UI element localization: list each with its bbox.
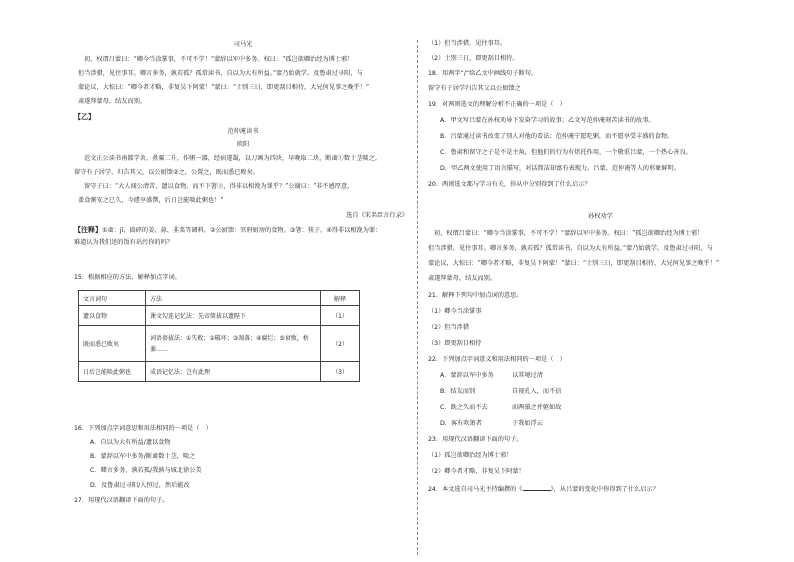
q21-item: （2）但当涉猎 bbox=[428, 324, 470, 331]
answer-blank[interactable]: （1） bbox=[321, 306, 360, 326]
passage-b-line: 范文正公读书南都学舍，煮粟二升，作粥一器，经宿遂凝，以刀画为四块，早晚取二块，断齑①数十茎啖之。 bbox=[84, 155, 381, 162]
q19-option-b[interactable]: B．吕蒙通过读书改变了别人对他的看法；范仲淹宁愿吃粥，而不愿享受丰盛的食物。 bbox=[440, 133, 674, 140]
passage-b-source: 选自《宋名臣言行录》 bbox=[346, 212, 408, 219]
q16-option-b[interactable]: B．蒙辞以军中多务/断齑数十茎，啖之 bbox=[90, 453, 196, 460]
q18-sentence: 留守有子居学归告其父以公厨馈之 bbox=[428, 85, 521, 92]
left-column bbox=[74, 38, 408, 553]
method-table bbox=[78, 290, 360, 382]
table-row bbox=[79, 362, 360, 382]
passage-c-line: 蒙论议，大惊曰：“卿今者才略，非复吴下阿蒙！”蒙曰：“士别三日，即更刮目相待，大兄何见事之晚乎！” bbox=[428, 260, 720, 267]
q16-option-c[interactable]: C．卿言多务，孰若孤/我孰与城北徐公美 bbox=[90, 467, 202, 474]
table-header-cell: 方法 bbox=[146, 291, 321, 306]
passage-c-line: 但当涉猎，见往事耳。卿言多务，孰若孤？孤常读书，自以为大有所益。”蒙乃始就学。及鲁肃过寻阳，与 bbox=[428, 245, 713, 252]
passage-b-title: 范仲淹读书 bbox=[227, 128, 259, 135]
q23-item: （2）卿今者才略，非复吴下阿蒙！ bbox=[428, 468, 525, 475]
table-row bbox=[79, 306, 360, 326]
answer-blank[interactable]: （2） bbox=[321, 326, 360, 362]
passage-b-line: 盖食粥安之已久，今遽享盛馔，后日岂能啖此粥也！” bbox=[78, 197, 224, 204]
passage-c-line: 初，权谓吕蒙曰：“卿今当涂掌事，不可不学！”蒙辞以军中多务。权曰：“孤岂欲卿治经为博士邪！ bbox=[434, 230, 704, 237]
passage-a-line: 初，权谓吕蒙曰：“卿今当涂掌事，不可不学！”蒙辞以军中多务。权曰：“孤岂欲卿治经为博士邪！ bbox=[84, 56, 354, 63]
section-b-label: 【乙】 bbox=[74, 113, 95, 121]
table-cell: 遗以食物 bbox=[79, 306, 146, 326]
q21-item: （3）即更刮目相待 bbox=[428, 340, 482, 347]
question-19: 19．对两则选文的理解分析不正确的一项是（ ） bbox=[428, 101, 566, 108]
right-column bbox=[428, 38, 773, 553]
question-15: 15．根据相应的方法，解释加点字词。 bbox=[74, 274, 181, 281]
table-cell: 日后岂能啖此粥也 bbox=[79, 362, 146, 382]
q16-option-a[interactable]: A．自以为大有所益/遗以食物 bbox=[90, 439, 171, 446]
passage-a-line: 但当涉猎，见往事耳。卿言多务，孰若孤？孤常读书，自以为大有所益。”蒙乃始就学。及鲁肃过寻阳，与 bbox=[78, 70, 363, 77]
q24-answer-blank[interactable] bbox=[523, 484, 551, 491]
q17-item: （1）但当涉猎，见往事耳。 bbox=[428, 40, 507, 47]
column-divider bbox=[417, 40, 418, 555]
question-22: 22．下列加点字词意义和用法相同的一项是（ ） bbox=[428, 356, 566, 363]
table-header-row bbox=[79, 291, 360, 306]
question-21: 21．解释下列句中加点词的意思。 bbox=[428, 292, 523, 299]
question-20: 20．两则选文都与学习有关，你从中分别得到了什么启示？ bbox=[428, 181, 591, 188]
passage-a-line: 蒙论议，大惊曰：“卿今者才略，非复吴下阿蒙！”蒙曰：“士别三日，即更刮目相待，大兄何见事之晚乎！” bbox=[78, 84, 370, 91]
q21-item: （1）卿今当涂掌事 bbox=[428, 308, 482, 315]
passage-a-author: 司马光 bbox=[233, 41, 253, 48]
question-23: 23．用现代汉语翻译下面的句子。 bbox=[428, 436, 523, 443]
table-cell: 既而悉已败矣 bbox=[79, 326, 146, 362]
table-row bbox=[79, 326, 360, 362]
q19-option-a[interactable]: A．甲文写吕蒙在孙权劝导下发奋学习的故事；乙文写范仲淹刻苦读书的故事。 bbox=[440, 117, 655, 124]
q22-option-b[interactable]: B．结友而别 自视孔入，而不信 bbox=[440, 388, 562, 395]
q23-item: （1）孤岂欲卿治经为博士邪！ bbox=[428, 452, 513, 459]
notes-line: 难道认为我们送的饭有玷污你的吗？ bbox=[74, 239, 173, 246]
question-16: 16．下列加点字词意思和用法相同的一项是（ ） bbox=[74, 425, 212, 432]
table-cell: 成语记忆法：岂有此理 bbox=[146, 362, 321, 382]
q19-option-c[interactable]: C．鲁肃和留守之子是不是主角，但他们的行为有烘托作用，一个敬重吕蒙，一个热心善良。 bbox=[440, 149, 692, 156]
question-17: 17．用现代汉语翻译下面的句子。 bbox=[74, 497, 169, 504]
passage-b-line: 留守子曰：“大人闻公清苦，遗以食物，而不下箸③，得非以相浼为罪乎？”公谢曰：“非不感厚意， bbox=[84, 183, 354, 190]
table-cell: 课文勾连记忆法：先帝简拔以遗陛下 bbox=[146, 306, 321, 326]
table-header-cell: 解释 bbox=[321, 291, 360, 306]
table-header-cell: 文言词句 bbox=[79, 291, 146, 306]
q19-option-d[interactable]: D．甲乙两文使用了语言描写，对话简洁却富有表现力。吕蒙、范仲淹等人的形象鲜明。 bbox=[440, 165, 680, 172]
question-18: 18．用两字“/”给乙文中画线句子断句。 bbox=[428, 70, 538, 77]
passage-c-title: 孙权劝学 bbox=[588, 213, 613, 220]
q22-option-a[interactable]: A．蒙辞以军中多务 以其境过清 bbox=[440, 372, 543, 379]
passage-a-line: 肃遂拜蒙母，结友而别。 bbox=[78, 98, 147, 105]
q17-item: （2）士别三日，即更刮目相待。 bbox=[428, 55, 519, 62]
table-cell: 词语套拔法：①失败；②破坏；③凋落；④腐烂；⑤衰败，枯萎…… bbox=[146, 326, 321, 362]
notes-line: ①齑：jī，捣碎的姜、蒜、韭菜等调料。②公厨馈：官府厨房的食物。③箸：筷子。④得非以相浼为罪： bbox=[102, 227, 382, 234]
passage-c-line: 肃遂拜蒙母，结友而别。 bbox=[428, 275, 497, 282]
answer-blank[interactable]: （3） bbox=[321, 362, 360, 382]
passage-b-line: 留守有子居学，归告其父，以公厨馈②之，公置之，既而悉已败矣。 bbox=[74, 169, 259, 176]
q16-option-d[interactable]: D．及鲁肃过寻阳/人恒过，然后能改 bbox=[90, 482, 190, 489]
q22-option-c[interactable]: C．既之久而不去 而两狼之并驱如故 bbox=[440, 404, 562, 411]
notes-label: 【注释】 bbox=[74, 226, 102, 234]
q22-option-d[interactable]: D．客有吹箫者 于我如浮云 bbox=[440, 420, 543, 427]
question-24: 24．本文选自司马光主持编撰的《 》，从吕蒙的变化中你得到了什么启示？ bbox=[428, 486, 659, 493]
passage-b-author: 欧阳 bbox=[236, 141, 250, 148]
